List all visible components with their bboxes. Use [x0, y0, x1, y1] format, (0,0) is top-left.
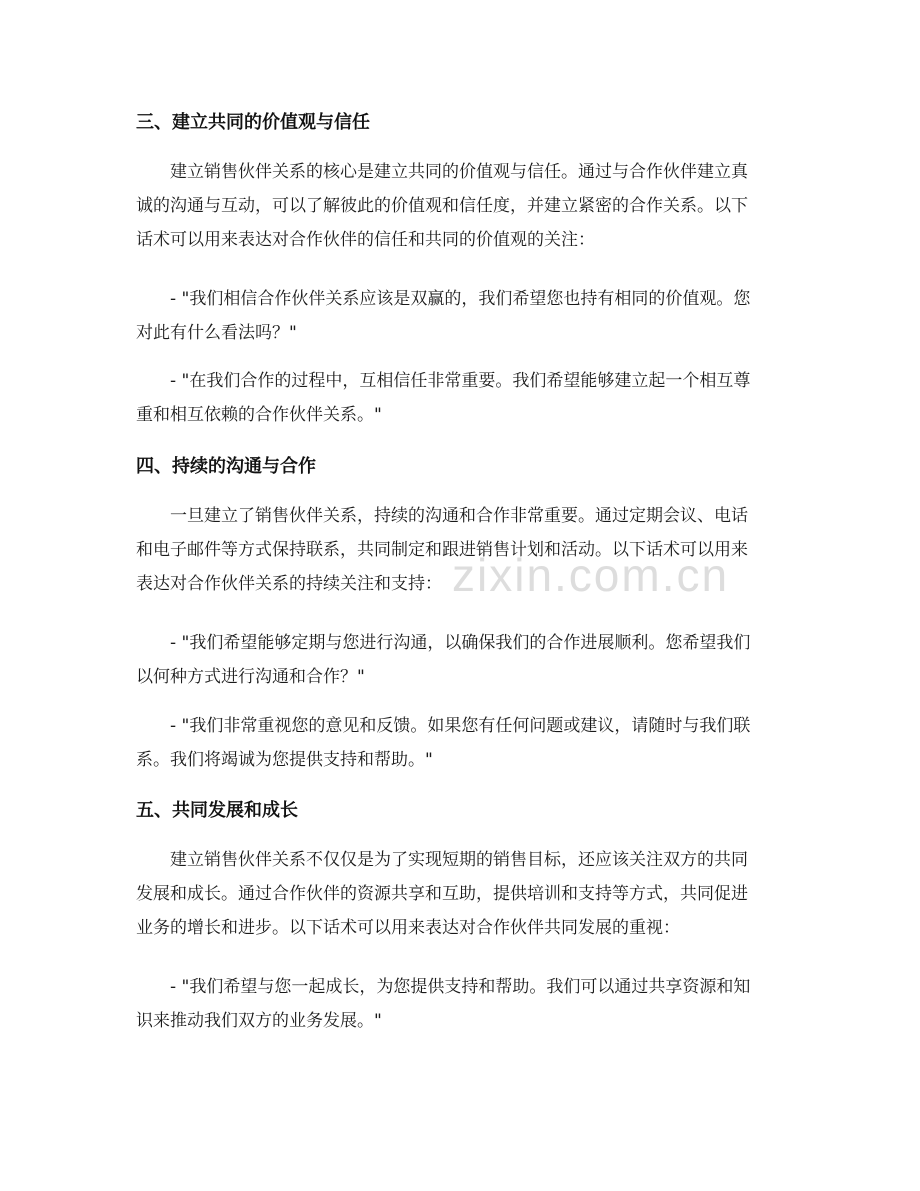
section-heading-3: 三、建立共同的价值观与信任: [136, 112, 370, 133]
paragraph-line: 一旦建立了销售伙伴关系，持续的沟通和合作非常重要。通过定期会议、电话: [170, 506, 748, 526]
section-4-intro-paragraph: [136, 499, 748, 601]
quote-line: 对此有什么看法吗？": [136, 323, 297, 343]
quote-line: - "我们相信合作伙伴关系应该是双赢的，我们希望您也持有相同的价值观。您: [170, 289, 751, 309]
section-3-quote-1: [136, 282, 750, 350]
section-5-intro-paragraph: [136, 843, 748, 945]
paragraph-line: 发展和成长。通过合作伙伴的资源共享和互助，提供培训和支持等方式，共同促进: [136, 884, 748, 904]
paragraph-line: 话术可以用来表达对合作伙伴的信任和共同的价值观的关注：: [136, 230, 595, 250]
quote-line: - "我们非常重视您的意见和反馈。如果您有任何问题或建议，请随时与我们联: [170, 716, 751, 736]
section-3-intro-paragraph: [136, 155, 748, 257]
section-5-quote-1: [136, 970, 750, 1038]
paragraph-line: 建立销售伙伴关系的核心是建立共同的价值观与信任。通过与合作伙伴建立真: [170, 162, 748, 182]
paragraph-line: 和电子邮件等方式保持联系，共同制定和跟进销售计划和活动。以下话术可以用来: [136, 540, 748, 560]
quote-line: 系。我们将竭诚为您提供支持和帮助。": [136, 750, 433, 770]
paragraph-line: 表达对合作伙伴关系的持续关注和支持：: [136, 574, 442, 594]
quote-line: 识来推动我们双方的业务发展。": [136, 1011, 382, 1031]
section-heading-5: 五、共同发展和成长: [136, 800, 298, 821]
paragraph-line: 建立销售伙伴关系不仅仅是为了实现短期的销售目标，还应该关注双方的共同: [170, 850, 748, 870]
section-4-quote-2: [136, 709, 750, 777]
section-heading-4: 四、持续的沟通与合作: [136, 456, 316, 477]
watermark: zixin.com.cn: [452, 549, 730, 601]
section-3-quote-2: [136, 364, 750, 432]
quote-line: 以何种方式进行沟通和合作？": [136, 667, 365, 687]
quote-line: - "我们希望能够定期与您进行沟通，以确保我们的合作进展顺利。您希望我们: [170, 633, 751, 653]
quote-line: 重和相互依赖的合作伙伴关系。": [136, 405, 382, 425]
paragraph-line: 业务的增长和进步。以下话术可以用来表达对合作伙伴共同发展的重视：: [136, 918, 680, 938]
quote-line: - "我们希望与您一起成长，为您提供支持和帮助。我们可以通过共享资源和知: [170, 977, 751, 997]
quote-line: - "在我们合作的过程中，互相信任非常重要。我们希望能够建立起一个相互尊: [170, 371, 751, 391]
paragraph-line: 诚的沟通与互动，可以了解彼此的价值观和信任度，并建立紧密的合作关系。以下: [136, 196, 748, 216]
section-4-quote-1: [136, 626, 750, 694]
